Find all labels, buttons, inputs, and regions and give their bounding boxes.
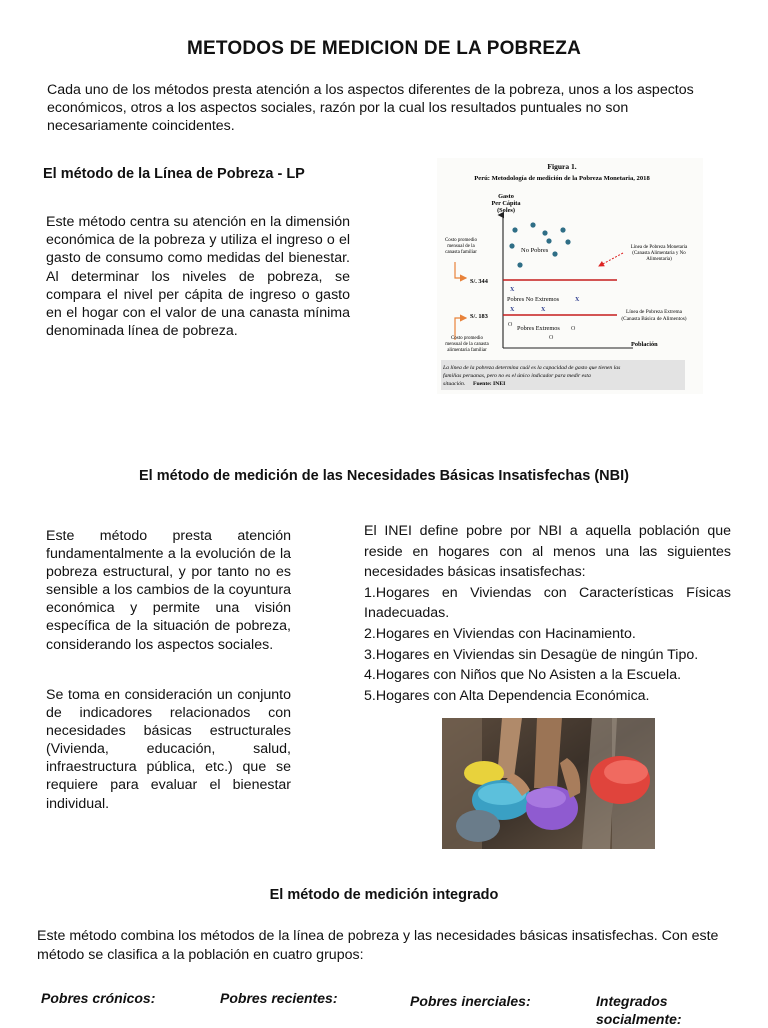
caption-source: Fuente: INEI: [473, 381, 506, 387]
extreme-line-label-1: Línea de Pobreza Extrema: [625, 309, 683, 315]
cost-top-2: mensual de la: [447, 244, 475, 249]
poverty-line-diagram: [437, 158, 703, 394]
no-pobres-dot: [546, 238, 551, 243]
pobres-no-extremos-label: Pobres No Extremos: [507, 296, 560, 303]
nbi-list-item: 3.Hogares en Viviendas sin Desagüe de ningún Tipo.: [364, 646, 699, 663]
y-axis-label-1: Gasto: [498, 193, 514, 200]
cost-top-arrow: [455, 262, 466, 278]
x-marker: X: [541, 307, 546, 313]
x-marker: X: [510, 307, 515, 313]
bowls-illustration: [442, 718, 655, 849]
caption-line-2: familias peruanas, pero no es el único indicador para medir esta: [443, 373, 591, 379]
no-pobres-dot: [509, 243, 514, 248]
y-axis-label-2: Per Cápita: [491, 200, 521, 207]
o-marker: O: [508, 322, 513, 328]
lp-heading: El método de la Línea de Pobreza - LP: [43, 166, 305, 182]
cost-top-3: canasta familiar: [445, 250, 477, 255]
x-axis-label: Población: [631, 341, 658, 348]
group-integrados-socialmente: Integrados socialmente:: [596, 993, 682, 1027]
nbi-left-paragraph-2: Se toma en consideración un conjunto de indicadores relacionados con necesidades básicas estructurales (Vivienda, educación, salud, infraestructura pública, etc.) que se requiere para evaluar el bienestar individual.: [46, 687, 291, 812]
cost-bottom-2: mensual de la canasta: [445, 342, 489, 347]
monetary-line-label-1: Línea de Pobreza Monetaria: [630, 245, 688, 250]
nbi-right-column: [364, 521, 731, 706]
o-marker: O: [571, 326, 576, 332]
group-pobres-cronicos: Pobres crónicos:: [41, 990, 156, 1006]
figure-label: Figura 1.: [547, 162, 577, 171]
caption-line-3: situación.: [443, 381, 466, 387]
page-title: METODOS DE MEDICION DE LA POBREZA: [186, 38, 581, 59]
monetary-line-label-2: (Canasta Alimentaria y No: [632, 251, 686, 256]
no-pobres-dot: [530, 222, 535, 227]
tick-183: S/. 183: [470, 313, 488, 320]
no-pobres-label: No Pobres: [521, 247, 549, 254]
nbi-left-paragraph-1: Este método presta atención fundamentalmente a la evolución de la pobreza estructural, y por tanto no es sensible a los cambios de la coyuntura económica y permite una visión específica de la situación de pobreza, considerando los aspectos sociales.: [46, 528, 291, 653]
integrated-paragraph: Este método combina los métodos de la línea de pobreza y las necesidades básicas insatisfechas. Con este método se clasifica a la población en cuatro grupos:: [37, 928, 719, 963]
no-pobres-dot: [565, 239, 570, 244]
nbi-list-item: 4.Hogares con Niños que No Asisten a la Escuela.: [364, 667, 682, 684]
cost-top-1: Costo promedio: [444, 238, 478, 243]
nbi-list-item: 1.Hogares en Viviendas con Características Físicas Inadecuadas.: [364, 584, 731, 622]
y-axis-label-3: (Soles): [497, 207, 515, 214]
x-marker: X: [575, 297, 580, 303]
integrated-heading: El método de medición integrado: [269, 887, 499, 903]
tick-344: S/. 344: [470, 278, 488, 285]
no-pobres-dot: [517, 262, 522, 267]
x-marker: X: [510, 287, 515, 293]
lp-paragraph: Este método centra su atención en la dimensión económica de la pobreza y utiliza el ingreso o el gasto de consumo como medidas del bienestar. Al determinar los niveles de pobreza, se compara el nivel per cápita de ingreso o gasto en el hogar con el valor de una canasta mínima denominada línea de pobreza.: [46, 214, 350, 340]
nbi-heading: El método de medición de las Necesidades Básicas Insatisfechas (NBI): [139, 468, 629, 484]
cost-bottom-1: Costo promedio: [450, 336, 484, 341]
caption-line-1: La línea de la pobreza determina cuál es la capacidad de gasto que tienen las: [443, 365, 621, 371]
group-pobres-recientes: Pobres recientes:: [220, 990, 338, 1006]
no-pobres-dot: [512, 227, 517, 232]
pobres-extremos-label: Pobres Extremos: [517, 325, 560, 332]
group-pobres-inerciales: Pobres inerciales:: [410, 993, 531, 1009]
monetary-line-pointer: [599, 253, 623, 266]
extreme-line-label-2: (Canasta Básica de Alimentos): [621, 316, 687, 322]
no-pobres-dot: [542, 230, 547, 235]
poverty-line-figure: [437, 158, 703, 394]
nbi-right-intro: El INEI define pobre por NBI a aquella población que reside en hogares con al menos una las siguientes necesidades básicas insatisfechas:: [364, 523, 731, 581]
nbi-list-item: 5.Hogares con Alta Dependencia Económica.: [364, 687, 650, 704]
bowls-photo: [442, 718, 655, 849]
figure-title: Perú: Metodología de medición de la Pobreza Monetaria, 2018: [474, 175, 650, 182]
o-marker: O: [549, 335, 554, 341]
nbi-list-item: 2.Hogares en Viviendas con Hacinamiento.: [364, 625, 636, 642]
monetary-line-label-3: Alimentaria): [646, 257, 672, 262]
no-pobres-dot: [552, 251, 557, 256]
intro-paragraph: Cada uno de los métodos presta atención a los aspectos diferentes de la pobreza, unos a los aspectos económicos, otros a los aspectos sociales, razón por la cual los resultados puntuales no son necesariamente coincidentes.: [47, 82, 694, 134]
no-pobres-dot: [560, 227, 565, 232]
cost-bottom-3: alimentaria familiar: [447, 348, 487, 353]
